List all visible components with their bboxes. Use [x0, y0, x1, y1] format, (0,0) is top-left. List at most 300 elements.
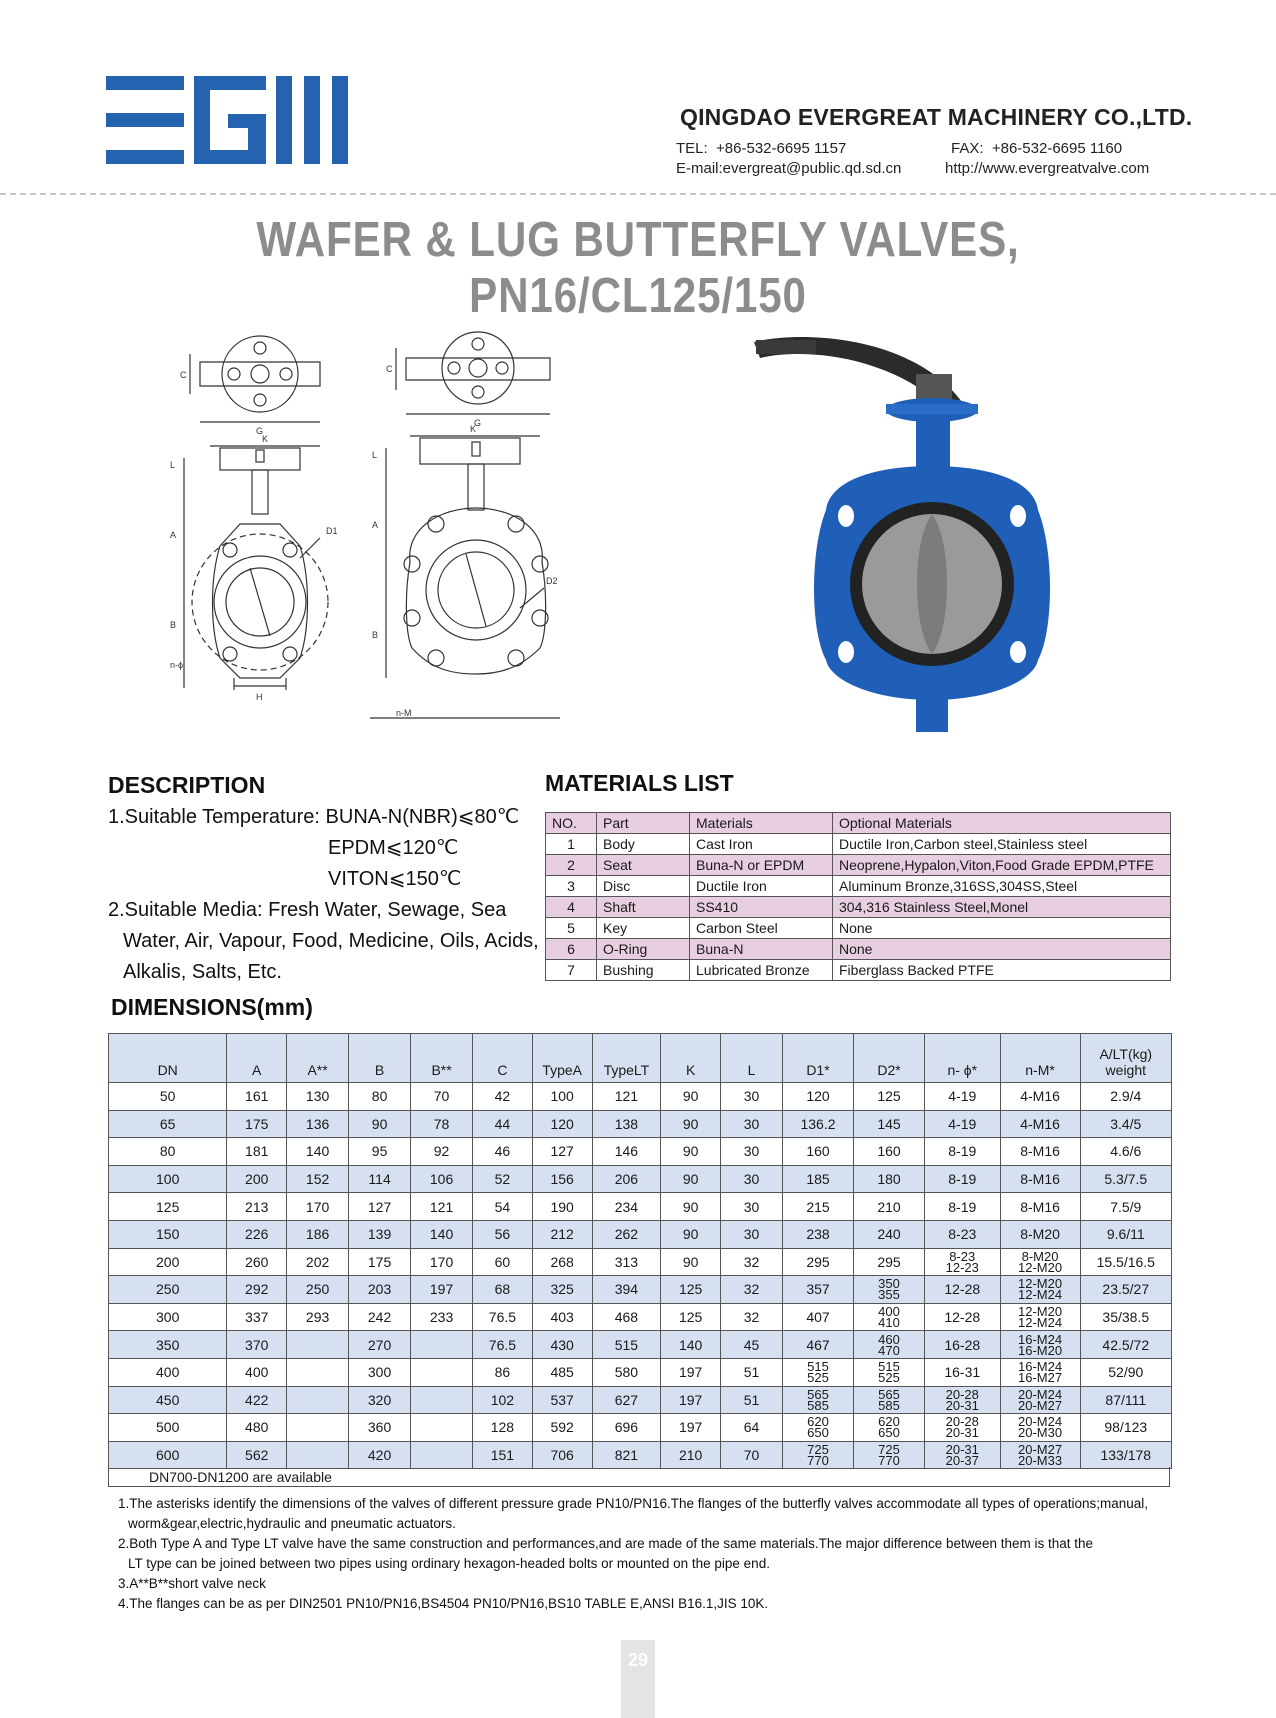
dimensions-cell: 210: [854, 1193, 925, 1221]
materials-cell: Bushing: [597, 960, 690, 981]
dimensions-cell: 51: [721, 1358, 783, 1386]
materials-row: [546, 876, 1171, 897]
dimensions-cell: 121: [592, 1083, 661, 1111]
materials-row: [546, 960, 1171, 981]
dimensions-row: [109, 1110, 1172, 1138]
dimensions-cell: 30: [721, 1083, 783, 1111]
materials-header-cell: NO.: [546, 813, 597, 834]
dimensions-header-cell: B: [349, 1034, 411, 1083]
description-line-3: VITON⩽150℃: [328, 868, 462, 890]
materials-cell: 7: [546, 960, 597, 981]
dimensions-cell: 725 770: [854, 1441, 925, 1469]
dimensions-cell: 4.6/6: [1080, 1138, 1171, 1166]
company-name: QINGDAO EVERGREAT MACHINERY CO.,LTD.: [680, 104, 1193, 130]
materials-cell: Buna-N or EPDM: [690, 855, 833, 876]
dimensions-cell: 300: [109, 1303, 227, 1331]
materials-cell: 3: [546, 876, 597, 897]
label-g-2: G: [474, 418, 482, 428]
label-nphi: n-ϕ: [170, 660, 184, 670]
dimensions-cell: 30: [721, 1165, 783, 1193]
dimensions-cell: 337: [227, 1303, 287, 1331]
dimensions-cell: [411, 1358, 473, 1386]
dimensions-cell: 696: [592, 1414, 661, 1442]
dimensions-cell: 580: [592, 1358, 661, 1386]
dimensions-row: [109, 1193, 1172, 1221]
dimensions-cell: 136: [287, 1110, 349, 1138]
dimensions-cell: 706: [532, 1441, 592, 1469]
dimensions-cell: 12-28: [925, 1303, 1001, 1331]
dimensions-cell: 68: [473, 1276, 533, 1304]
materials-cell: 5: [546, 918, 597, 939]
label-c-2: C: [386, 364, 393, 374]
dimensions-cell: 80: [349, 1083, 411, 1111]
dimensions-cell: 8-19: [925, 1193, 1001, 1221]
dimensions-cell: 4-M16: [1000, 1083, 1080, 1111]
dimensions-cell: 500: [109, 1414, 227, 1442]
dimensions-cell: 90: [661, 1083, 721, 1111]
dimensions-cell: 565 585: [782, 1386, 853, 1414]
materials-heading: MATERIALS LIST: [545, 770, 734, 796]
dimensions-header-cell: TypeA: [532, 1034, 592, 1083]
dimensions-row: [109, 1083, 1172, 1111]
dimensions-cell: 300: [349, 1358, 411, 1386]
dimensions-cell: 197: [661, 1414, 721, 1442]
dimensions-cell: 136.2: [782, 1110, 853, 1138]
dimensions-cell: 127: [532, 1138, 592, 1166]
dimensions-cell: 54: [473, 1193, 533, 1221]
dimensions-cell: [411, 1386, 473, 1414]
dimensions-cell: 190: [532, 1193, 592, 1221]
dimensions-cell: 125: [109, 1193, 227, 1221]
dimensions-cell: 515: [592, 1331, 661, 1359]
dimensions-cell: 250: [287, 1276, 349, 1304]
dimensions-cell: 140: [287, 1138, 349, 1166]
dimensions-cell: 52: [473, 1165, 533, 1193]
dimensions-cell: 90: [661, 1165, 721, 1193]
materials-cell: Carbon Steel: [690, 918, 833, 939]
description-heading: DESCRIPTION: [108, 772, 266, 798]
materials-cell: SS410: [690, 897, 833, 918]
dimensions-cell: 197: [661, 1386, 721, 1414]
dimensions-cell: 65: [109, 1110, 227, 1138]
dimensions-cell: 206: [592, 1165, 661, 1193]
dimensions-cell: 565 585: [854, 1386, 925, 1414]
dimensions-cell: 139: [349, 1220, 411, 1248]
dimensions-cell: 127: [349, 1193, 411, 1221]
label-nm: n-M: [396, 708, 412, 718]
dimensions-cell: 87/111: [1080, 1386, 1171, 1414]
dimensions-cell: 90: [661, 1220, 721, 1248]
materials-cell: 2: [546, 855, 597, 876]
dimensions-cell: 620 650: [854, 1414, 925, 1442]
dimensions-cell: 46: [473, 1138, 533, 1166]
dimensions-cell: 4-19: [925, 1110, 1001, 1138]
dimensions-cell: 161: [227, 1083, 287, 1111]
note-1a: 1.The asterisks identify the dimensions of the valves of different pressure grade PN10/PN16.The flanges of the butterfly valves accommodate all types of operations;manual,: [118, 1496, 1149, 1511]
dimensions-cell: 370: [227, 1331, 287, 1359]
materials-table: [545, 812, 1171, 981]
materials-header-row: [546, 813, 1171, 834]
dimensions-cell: 30: [721, 1193, 783, 1221]
availability-note: DN700-DN1200 are available: [108, 1467, 1170, 1487]
dimensions-cell: 270: [349, 1331, 411, 1359]
dimensions-cell: 90: [661, 1110, 721, 1138]
dimensions-cell: 23.5/27: [1080, 1276, 1171, 1304]
dimensions-cell: 45: [721, 1331, 783, 1359]
dimensions-cell: 8-M16: [1000, 1193, 1080, 1221]
label-a-1: A: [170, 530, 177, 540]
dimensions-cell: 120: [532, 1110, 592, 1138]
dimensions-header-cell: C: [473, 1034, 533, 1083]
description-line-2: EPDM⩽120℃: [328, 837, 459, 859]
dimensions-cell: 2.9/4: [1080, 1083, 1171, 1111]
dimensions-cell: 42.5/72: [1080, 1331, 1171, 1359]
dimensions-cell: 120: [782, 1083, 853, 1111]
note-4: 4.The flanges can be as per DIN2501 PN10/PN16,BS4504 PN10/PN16,BS10 TABLE E,ANSI B16.1,JIS 10K.: [118, 1596, 769, 1611]
dimensions-cell: 202: [287, 1248, 349, 1276]
label-a-2: A: [372, 520, 379, 530]
dimensions-cell: 90: [661, 1248, 721, 1276]
dimensions-cell: 16-M24 16-M20: [1000, 1331, 1080, 1359]
dimensions-row: [109, 1276, 1172, 1304]
label-h: H: [256, 692, 263, 702]
dimensions-cell: 515 525: [782, 1358, 853, 1386]
dimensions-cell: 197: [411, 1276, 473, 1304]
label-d2: D2: [546, 576, 558, 586]
dimensions-cell: 130: [287, 1083, 349, 1111]
dimensions-cell: 106: [411, 1165, 473, 1193]
dimensions-cell: 233: [411, 1303, 473, 1331]
dimensions-cell: [287, 1358, 349, 1386]
dimensions-cell: 467: [782, 1331, 853, 1359]
dimensions-cell: 32: [721, 1303, 783, 1331]
dimensions-cell: 350: [109, 1331, 227, 1359]
dimensions-cell: 325: [532, 1276, 592, 1304]
dimensions-cell: 226: [227, 1220, 287, 1248]
dimensions-cell: 262: [592, 1220, 661, 1248]
dimensions-cell: 250: [109, 1276, 227, 1304]
label-l-2: L: [372, 450, 378, 460]
materials-cell: Body: [597, 834, 690, 855]
dimensions-cell: 422: [227, 1386, 287, 1414]
email: E-mail:evergreat@public.qd.sd.cn: [676, 160, 902, 177]
dimensions-cell: 3.4/5: [1080, 1110, 1171, 1138]
website: http://www.evergreatvalve.com: [945, 160, 1150, 177]
fax-label: FAX:: [951, 140, 984, 157]
dimensions-cell: 76.5: [473, 1331, 533, 1359]
dimensions-cell: 8-19: [925, 1138, 1001, 1166]
dimensions-header-cell: n- ϕ*: [925, 1034, 1001, 1083]
dimensions-cell: 268: [532, 1248, 592, 1276]
dimensions-cell: [411, 1331, 473, 1359]
dimensions-cell: 64: [721, 1414, 783, 1442]
materials-row: [546, 855, 1171, 876]
dimensions-row: [109, 1248, 1172, 1276]
dimensions-cell: 70: [721, 1441, 783, 1469]
dimensions-cell: 725 770: [782, 1441, 853, 1469]
dimensions-cell: 35/38.5: [1080, 1303, 1171, 1331]
dimensions-cell: 238: [782, 1220, 853, 1248]
dimensions-cell: 5.3/7.5: [1080, 1165, 1171, 1193]
technical-drawing: [170, 318, 610, 758]
tel-line: [676, 140, 846, 157]
dimensions-cell: 7.5/9: [1080, 1193, 1171, 1221]
dimensions-cell: 20-31 20-37: [925, 1441, 1001, 1469]
dimensions-cell: 200: [227, 1165, 287, 1193]
dimensions-cell: 160: [854, 1138, 925, 1166]
dimensions-cell: 400: [227, 1358, 287, 1386]
dimensions-cell: 485: [532, 1358, 592, 1386]
dimensions-cell: 215: [782, 1193, 853, 1221]
dimensions-cell: 60: [473, 1248, 533, 1276]
dimensions-cell: 15.5/16.5: [1080, 1248, 1171, 1276]
label-l-1: L: [170, 460, 176, 470]
dimensions-row: [109, 1220, 1172, 1248]
dimensions-cell: 8-M16: [1000, 1138, 1080, 1166]
dimensions-cell: 20-M24 20-M30: [1000, 1414, 1080, 1442]
dimensions-cell: 146: [592, 1138, 661, 1166]
dimensions-cell: 460 470: [854, 1331, 925, 1359]
label-b-1: B: [170, 620, 177, 630]
dimensions-cell: 180: [854, 1165, 925, 1193]
dimensions-cell: 620 650: [782, 1414, 853, 1442]
dimensions-cell: 4-M16: [1000, 1110, 1080, 1138]
dimensions-cell: 138: [592, 1110, 661, 1138]
materials-header-cell: Part: [597, 813, 690, 834]
materials-row: [546, 918, 1171, 939]
dimensions-row: [109, 1358, 1172, 1386]
materials-cell: Lubricated Bronze: [690, 960, 833, 981]
dimensions-cell: 76.5: [473, 1303, 533, 1331]
dimensions-cell: 30: [721, 1138, 783, 1166]
description-line-5: Water, Air, Vapour, Food, Medicine, Oils, Acids,: [123, 930, 539, 952]
dimensions-header-cell: TypeLT: [592, 1034, 661, 1083]
dimensions-cell: 234: [592, 1193, 661, 1221]
dimensions-cell: 600: [109, 1441, 227, 1469]
dimensions-cell: 32: [721, 1248, 783, 1276]
materials-cell: None: [833, 918, 1171, 939]
dimensions-header-cell: B**: [411, 1034, 473, 1083]
dimensions-cell: 260: [227, 1248, 287, 1276]
dimensions-cell: 8-23: [925, 1220, 1001, 1248]
dimensions-cell: [411, 1414, 473, 1442]
dimensions-cell: [287, 1414, 349, 1442]
dimensions-cell: 32: [721, 1276, 783, 1304]
dimensions-cell: 8-M16: [1000, 1165, 1080, 1193]
dimensions-header-cell: L: [721, 1034, 783, 1083]
label-k-1: K: [262, 434, 269, 444]
dimensions-cell: 203: [349, 1276, 411, 1304]
dimensions-cell: 16-M24 16-M27: [1000, 1358, 1080, 1386]
materials-cell: Neoprene,Hypalon,Viton,Food Grade EPDM,PTFE: [833, 855, 1171, 876]
company-logo: [106, 76, 356, 164]
materials-cell: 6: [546, 939, 597, 960]
label-k-2: K: [470, 424, 477, 434]
dimensions-cell: 128: [473, 1414, 533, 1442]
materials-row: [546, 897, 1171, 918]
materials-cell: 304,316 Stainless Steel,Monel: [833, 897, 1171, 918]
butterfly-valve-photo: [746, 330, 1076, 740]
dimensions-cell: 156: [532, 1165, 592, 1193]
dimensions-header-cell: A**: [287, 1034, 349, 1083]
note-3: 3.A**B**short valve neck: [118, 1576, 266, 1591]
dimensions-cell: 212: [532, 1220, 592, 1248]
materials-cell: None: [833, 939, 1171, 960]
label-c-1: C: [180, 370, 187, 380]
label-g-1: G: [256, 426, 264, 436]
dimensions-header-cell: D2*: [854, 1034, 925, 1083]
fax-line: [951, 140, 1122, 157]
dimensions-cell: 160: [782, 1138, 853, 1166]
dimensions-cell: 12-28: [925, 1276, 1001, 1304]
dimensions-cell: 102: [473, 1386, 533, 1414]
dimensions-cell: 403: [532, 1303, 592, 1331]
dimensions-header-cell: DN: [109, 1034, 227, 1083]
dimensions-cell: 42: [473, 1083, 533, 1111]
dimensions-cell: 121: [411, 1193, 473, 1221]
dimensions-cell: 213: [227, 1193, 287, 1221]
dimensions-row: [109, 1331, 1172, 1359]
dimensions-row: [109, 1165, 1172, 1193]
dimensions-cell: 170: [411, 1248, 473, 1276]
dimensions-cell: 12-M20 12-M24: [1000, 1303, 1080, 1331]
dimensions-cell: 20-M24 20-M27: [1000, 1386, 1080, 1414]
dimensions-cell: 8-19: [925, 1165, 1001, 1193]
dimensions-row: [109, 1414, 1172, 1442]
dimensions-cell: 20-28 20-31: [925, 1386, 1001, 1414]
dimensions-row: [109, 1386, 1172, 1414]
dimensions-cell: 92: [411, 1138, 473, 1166]
materials-cell: 1: [546, 834, 597, 855]
dimensions-cell: 100: [109, 1165, 227, 1193]
dimensions-cell: 98/123: [1080, 1414, 1171, 1442]
dimensions-cell: 150: [109, 1220, 227, 1248]
dimensions-heading: DIMENSIONS(mm): [111, 994, 313, 1020]
dimensions-cell: [411, 1441, 473, 1469]
dimensions-cell: 400 410: [854, 1303, 925, 1331]
dimensions-cell: 407: [782, 1303, 853, 1331]
dimensions-row: [109, 1441, 1172, 1469]
dimensions-cell: 360: [349, 1414, 411, 1442]
dimensions-cell: 295: [782, 1248, 853, 1276]
dimensions-cell: 90: [661, 1193, 721, 1221]
page-number: 29: [627, 1650, 649, 1670]
materials-cell: Ductile Iron: [690, 876, 833, 897]
materials-cell: 4: [546, 897, 597, 918]
materials-header-cell: Optional Materials: [833, 813, 1171, 834]
dimensions-cell: 4-19: [925, 1083, 1001, 1111]
materials-cell: Aluminum Bronze,316SS,304SS,Steel: [833, 876, 1171, 897]
dimensions-cell: 78: [411, 1110, 473, 1138]
tel-label: TEL:: [676, 140, 708, 157]
dimensions-cell: 562: [227, 1441, 287, 1469]
dimensions-cell: 8-M20: [1000, 1220, 1080, 1248]
dimensions-row: [109, 1303, 1172, 1331]
dimensions-cell: 12-M20 12-M24: [1000, 1276, 1080, 1304]
dimensions-cell: 170: [287, 1193, 349, 1221]
dimensions-cell: 140: [661, 1331, 721, 1359]
dimensions-cell: [287, 1441, 349, 1469]
materials-cell: Seat: [597, 855, 690, 876]
dimensions-cell: 292: [227, 1276, 287, 1304]
dimensions-cell: 200: [109, 1248, 227, 1276]
dimensions-cell: 430: [532, 1331, 592, 1359]
dimensions-cell: 450: [109, 1386, 227, 1414]
dimensions-cell: 52/90: [1080, 1358, 1171, 1386]
dimensions-cell: 90: [661, 1138, 721, 1166]
dimensions-cell: 350 355: [854, 1276, 925, 1304]
dimensions-cell: 8-M20 12-M20: [1000, 1248, 1080, 1276]
description-line-4: 2.Suitable Media: Fresh Water, Sewage, Sea: [108, 899, 507, 921]
dimensions-cell: 242: [349, 1303, 411, 1331]
materials-row: [546, 834, 1171, 855]
dimensions-cell: 357: [782, 1276, 853, 1304]
dimensions-cell: 210: [661, 1441, 721, 1469]
tel-number: +86-532-6695 1157: [716, 140, 847, 157]
dimensions-header-cell: A: [227, 1034, 287, 1083]
dimensions-cell: 20-M27 20-M33: [1000, 1441, 1080, 1469]
dimensions-cell: 627: [592, 1386, 661, 1414]
dimensions-cell: 313: [592, 1248, 661, 1276]
dimensions-cell: 95: [349, 1138, 411, 1166]
page-title: WAFER & LUG BUTTERFLY VALVES, PN16/CL125/150: [256, 213, 1020, 323]
dimensions-header-cell: A/LT(kg) weight: [1080, 1034, 1171, 1083]
dimensions-cell: 125: [854, 1083, 925, 1111]
dimensions-cell: 821: [592, 1441, 661, 1469]
dimensions-cell: 400: [109, 1358, 227, 1386]
dimensions-cell: 70: [411, 1083, 473, 1111]
fax-number: +86-532-6695 1160: [991, 140, 1123, 157]
dimensions-cell: 240: [854, 1220, 925, 1248]
dimensions-header-cell: K: [661, 1034, 721, 1083]
dimensions-cell: 30: [721, 1220, 783, 1248]
dimensions-cell: 20-28 20-31: [925, 1414, 1001, 1442]
header-divider: [0, 193, 1276, 195]
dimensions-cell: 44: [473, 1110, 533, 1138]
dimensions-cell: 30: [721, 1110, 783, 1138]
dimensions-cell: 86: [473, 1358, 533, 1386]
note-2b: LT type can be joined between two pipes using ordinary hexagon-headed bolts or mounted on the pipe end.: [128, 1556, 770, 1571]
label-d1: D1: [326, 526, 338, 536]
dimensions-cell: 197: [661, 1358, 721, 1386]
dimensions-cell: [287, 1386, 349, 1414]
dimensions-cell: 320: [349, 1386, 411, 1414]
dimensions-cell: 145: [854, 1110, 925, 1138]
dimensions-cell: 181: [227, 1138, 287, 1166]
dimensions-cell: 90: [349, 1110, 411, 1138]
materials-header-cell: Materials: [690, 813, 833, 834]
dimensions-cell: 152: [287, 1165, 349, 1193]
materials-cell: Ductile Iron,Carbon steel,Stainless steel: [833, 834, 1171, 855]
dimensions-cell: 9.6/11: [1080, 1220, 1171, 1248]
dimensions-header-cell: D1*: [782, 1034, 853, 1083]
materials-cell: Key: [597, 918, 690, 939]
dimensions-row: [109, 1138, 1172, 1166]
dimensions-cell: 394: [592, 1276, 661, 1304]
dimensions-cell: 51: [721, 1386, 783, 1414]
dimensions-cell: 295: [854, 1248, 925, 1276]
dimensions-cell: 468: [592, 1303, 661, 1331]
note-1b: worm&gear,electric,hydraulic and pneumatic actuators.: [128, 1516, 456, 1531]
materials-cell: Disc: [597, 876, 690, 897]
dimensions-cell: 56: [473, 1220, 533, 1248]
dimensions-cell: 186: [287, 1220, 349, 1248]
materials-cell: Fiberglass Backed PTFE: [833, 960, 1171, 981]
materials-cell: Cast Iron: [690, 834, 833, 855]
dimensions-cell: 16-31: [925, 1358, 1001, 1386]
dimensions-cell: 480: [227, 1414, 287, 1442]
dimensions-cell: 175: [227, 1110, 287, 1138]
